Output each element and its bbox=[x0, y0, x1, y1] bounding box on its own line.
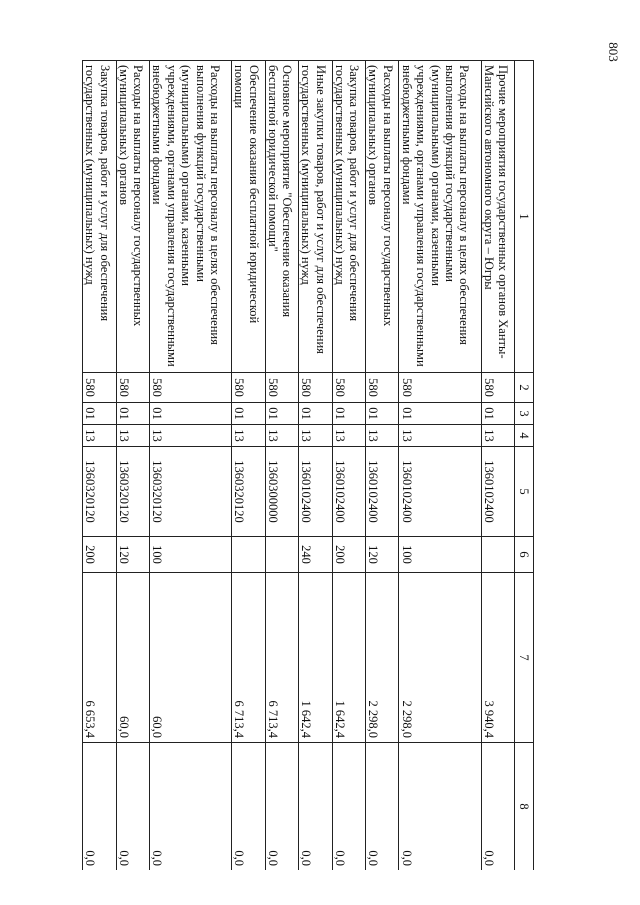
row-amount: 6 653,4 bbox=[83, 573, 117, 743]
table-header-row bbox=[515, 61, 534, 871]
row-target-code: 1360300000 bbox=[265, 447, 298, 537]
row-subsection-code: 13 bbox=[150, 425, 232, 447]
row-subsection-code: 13 bbox=[399, 425, 481, 447]
row-target-code: 1360320120 bbox=[83, 447, 117, 537]
row-ministry-code: 580 bbox=[366, 373, 399, 403]
row-amount: 6 713,4 bbox=[232, 573, 265, 743]
budget-table bbox=[82, 60, 534, 870]
row-ministry-code: 580 bbox=[481, 373, 514, 403]
table-row bbox=[366, 61, 399, 871]
row-description: Обеспечение оказания бесплатной юридической помощи bbox=[232, 61, 265, 373]
table-row bbox=[265, 61, 298, 871]
header-col-3: 3 bbox=[515, 403, 534, 425]
row-subsidy-amount: 0,0 bbox=[399, 743, 481, 871]
row-subsection-code: 13 bbox=[299, 425, 332, 447]
row-description: Закупка товаров, работ и услуг для обеспечения государственных (муниципальных) нужд bbox=[332, 61, 365, 373]
row-section-code: 01 bbox=[83, 403, 117, 425]
table-row bbox=[116, 61, 149, 871]
row-expense-type: 200 bbox=[332, 537, 365, 573]
row-ministry-code: 580 bbox=[232, 373, 265, 403]
row-subsidy-amount: 0,0 bbox=[116, 743, 149, 871]
row-section-code: 01 bbox=[299, 403, 332, 425]
rotated-page-area bbox=[82, 60, 534, 870]
row-description: Иные закупки товаров, работ и услуг для обеспечения государственных (муниципальных) нужд bbox=[299, 61, 332, 373]
table-row bbox=[332, 61, 365, 871]
header-col-5: 5 bbox=[515, 447, 534, 537]
row-expense-type: 120 bbox=[116, 537, 149, 573]
table-row bbox=[232, 61, 265, 871]
row-expense-type: 200 bbox=[83, 537, 117, 573]
page-number: 803 bbox=[606, 42, 621, 62]
row-description: Закупка товаров, работ и услуг для обеспечения государственных (муниципальных) нужд bbox=[83, 61, 117, 373]
row-expense-type bbox=[232, 537, 265, 573]
row-description: Расходы на выплаты персоналу в целях обеспечения выполнения функций государственными (муниципальными) органами, казенными учреждениями, органами управления государственными внебюджетными фондами bbox=[150, 61, 232, 373]
row-amount: 2 298,0 bbox=[399, 573, 481, 743]
header-col-2: 2 bbox=[515, 373, 534, 403]
row-description: Расходы на выплаты персоналу государственных (муниципальных) органов bbox=[366, 61, 399, 373]
row-ministry-code: 580 bbox=[83, 373, 117, 403]
row-target-code: 1360320120 bbox=[116, 447, 149, 537]
row-amount: 1 642,4 bbox=[332, 573, 365, 743]
header-col-1: 1 bbox=[515, 61, 534, 373]
row-amount: 2 298,0 bbox=[366, 573, 399, 743]
row-subsidy-amount: 0,0 bbox=[265, 743, 298, 871]
header-col-6: 6 bbox=[515, 537, 534, 573]
row-subsection-code: 13 bbox=[116, 425, 149, 447]
row-subsidy-amount: 0,0 bbox=[232, 743, 265, 871]
table-row bbox=[481, 61, 514, 871]
row-subsidy-amount: 0,0 bbox=[332, 743, 365, 871]
row-ministry-code: 580 bbox=[265, 373, 298, 403]
header-col-8: 8 bbox=[515, 743, 534, 871]
row-section-code: 01 bbox=[116, 403, 149, 425]
row-amount: 1 642,4 bbox=[299, 573, 332, 743]
header-col-4: 4 bbox=[515, 425, 534, 447]
row-target-code: 1360320120 bbox=[150, 447, 232, 537]
row-expense-type: 240 bbox=[299, 537, 332, 573]
row-description: Расходы на выплаты персоналу государственных (муниципальных) органов bbox=[116, 61, 149, 373]
row-section-code: 01 bbox=[332, 403, 365, 425]
row-expense-type: 120 bbox=[366, 537, 399, 573]
row-subsidy-amount: 0,0 bbox=[481, 743, 514, 871]
row-description: Прочие мероприятия государственных органов Ханты-Мансийского автономного округа – Югры bbox=[481, 61, 514, 373]
row-subsection-code: 13 bbox=[366, 425, 399, 447]
row-description: Основное мероприятие "Обеспечение оказания бесплатной юридической помощи" bbox=[265, 61, 298, 373]
row-section-code: 01 bbox=[232, 403, 265, 425]
row-amount: 3 940,4 bbox=[481, 573, 514, 743]
row-section-code: 01 bbox=[150, 403, 232, 425]
table-row bbox=[399, 61, 481, 871]
row-section-code: 01 bbox=[366, 403, 399, 425]
row-target-code: 1360102400 bbox=[399, 447, 481, 537]
row-subsidy-amount: 0,0 bbox=[150, 743, 232, 871]
row-amount: 6 713,4 bbox=[265, 573, 298, 743]
row-target-code: 1360102400 bbox=[366, 447, 399, 537]
row-subsidy-amount: 0,0 bbox=[366, 743, 399, 871]
row-ministry-code: 580 bbox=[399, 373, 481, 403]
row-target-code: 1360102400 bbox=[299, 447, 332, 537]
row-ministry-code: 580 bbox=[299, 373, 332, 403]
header-col-7: 7 bbox=[515, 573, 534, 743]
row-target-code: 1360102400 bbox=[332, 447, 365, 537]
row-subsidy-amount: 0,0 bbox=[299, 743, 332, 871]
row-subsection-code: 13 bbox=[481, 425, 514, 447]
row-subsection-code: 13 bbox=[332, 425, 365, 447]
row-target-code: 1360102400 bbox=[481, 447, 514, 537]
row-amount: 60,0 bbox=[150, 573, 232, 743]
row-subsection-code: 13 bbox=[265, 425, 298, 447]
row-expense-type: 100 bbox=[399, 537, 481, 573]
row-ministry-code: 580 bbox=[150, 373, 232, 403]
row-target-code: 1360320120 bbox=[232, 447, 265, 537]
row-section-code: 01 bbox=[265, 403, 298, 425]
row-expense-type: 100 bbox=[150, 537, 232, 573]
row-section-code: 01 bbox=[481, 403, 514, 425]
table-row bbox=[83, 61, 117, 871]
table-row bbox=[299, 61, 332, 871]
row-ministry-code: 580 bbox=[332, 373, 365, 403]
row-ministry-code: 580 bbox=[116, 373, 149, 403]
row-amount: 60,0 bbox=[116, 573, 149, 743]
row-subsection-code: 13 bbox=[83, 425, 117, 447]
row-expense-type bbox=[265, 537, 298, 573]
rotated-content bbox=[82, 60, 534, 870]
row-subsidy-amount: 0,0 bbox=[83, 743, 117, 871]
row-expense-type bbox=[481, 537, 514, 573]
row-subsection-code: 13 bbox=[232, 425, 265, 447]
row-description: Расходы на выплаты персоналу в целях обеспечения выполнения функций государственными (муниципальными) органами, казенными учреждениями, органами управления государственными внебюджетными фондами bbox=[399, 61, 481, 373]
table-row bbox=[150, 61, 232, 871]
row-section-code: 01 bbox=[399, 403, 481, 425]
